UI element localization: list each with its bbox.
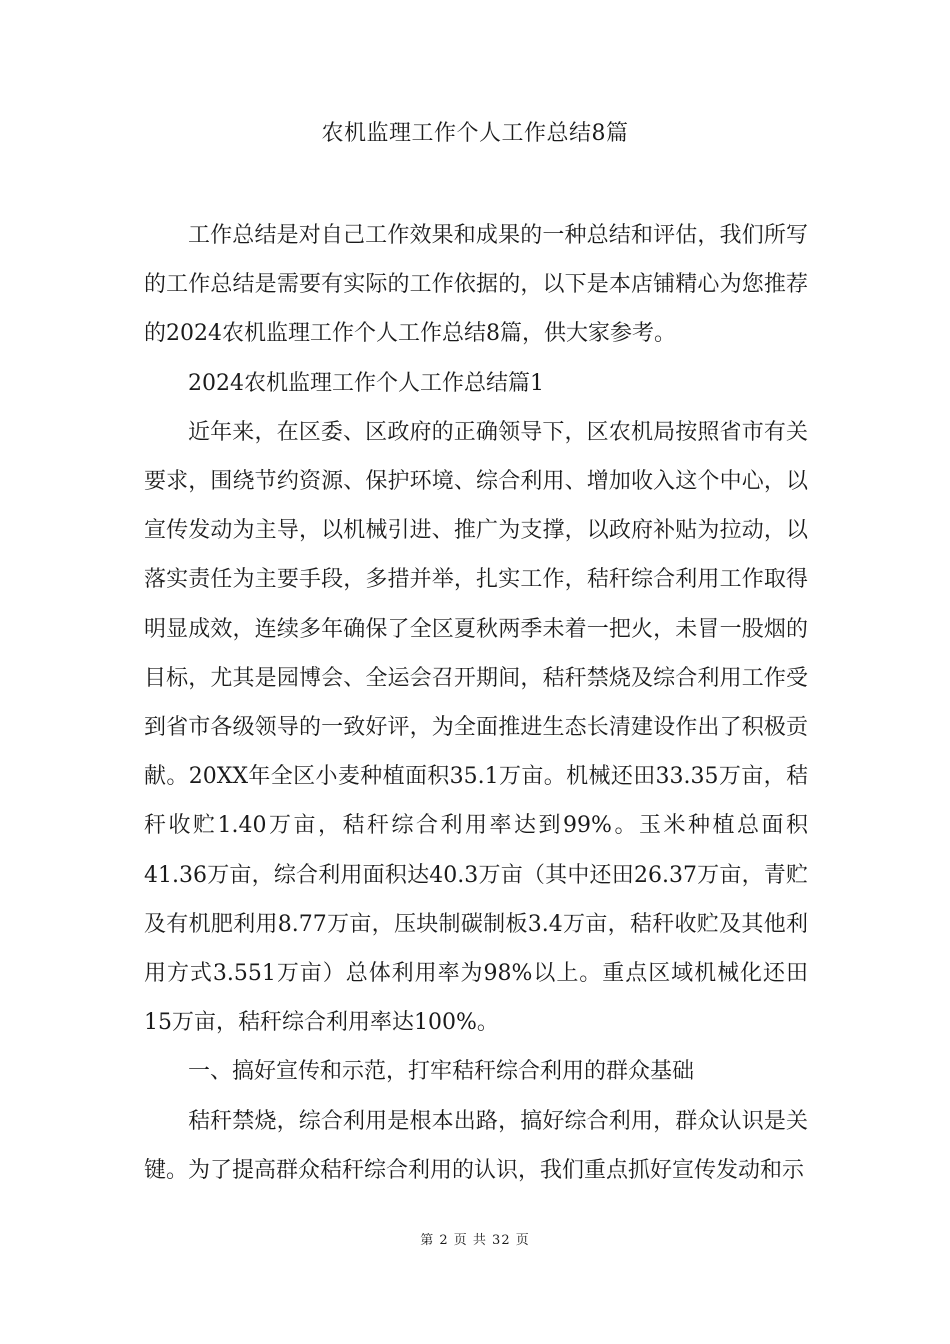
intro-paragraph: 工作总结是对自己工作效果和成果的一种总结和评估，我们所写的工作总结是需要有实际的工作依据的，以下是本店铺精心为您推荐的2024农机监理工作个人工作总结8篇，供大家参考。 xyxy=(144,223,808,347)
body-paragraph: 近年来，在区委、区政府的正确领导下，区农机局按照省市有关要求，围绕节约资源、保护环境、综合利用、增加收入这个中心，以宣传发动为主导，以机械引进、推广为支撑，以政府补贴为拉动，以落实责任为主要手段，多措并举，扎实工作，秸秆综合利用工作取得明显成效，连续多年确保了全区夏秋两季未着一把火，未冒一股烟的目标，尤其是园博会、全运会召开期间，秸秆禁烧及综合利用工作受到省市各级领导的一致好评，为全面推进生态长清建设作出了积极贡献。20XX年全区小麦种植面积35.1万亩。机械还田33.35万亩，秸秆收贮1.40万亩，秸秆综合利用率达到99%。玉米种植总面积41.36万亩，综合利用面积达40.3万亩（其中还田26.37万亩，青贮及有机肥利用8.77万亩，压块制碳制板3.4万亩，秸秆收贮及其他利用方式3.551万亩）总体利用率为98%以上。重点区域机械化还田15万亩，秸秆综合利用率达100%。 xyxy=(144,419,808,1036)
document-title: 农机监理工作个人工作总结8篇 xyxy=(321,121,629,146)
page-number-footer: 第 2 页 共 32 页 xyxy=(420,1233,530,1248)
document-body xyxy=(144,211,808,1195)
subsection-heading: 一、搞好宣传和示范，打牢秸秆综合利用的群众基础 xyxy=(188,1059,695,1085)
body-paragraph: 秸秆禁烧，综合利用是根本出路，搞好综合利用，群众认识是关键。为了提高群众秸秆综合利用的认识，我们重点抓好宣传发动和示 xyxy=(144,1108,808,1183)
section-heading: 2024农机监理工作个人工作总结篇1 xyxy=(188,370,544,396)
